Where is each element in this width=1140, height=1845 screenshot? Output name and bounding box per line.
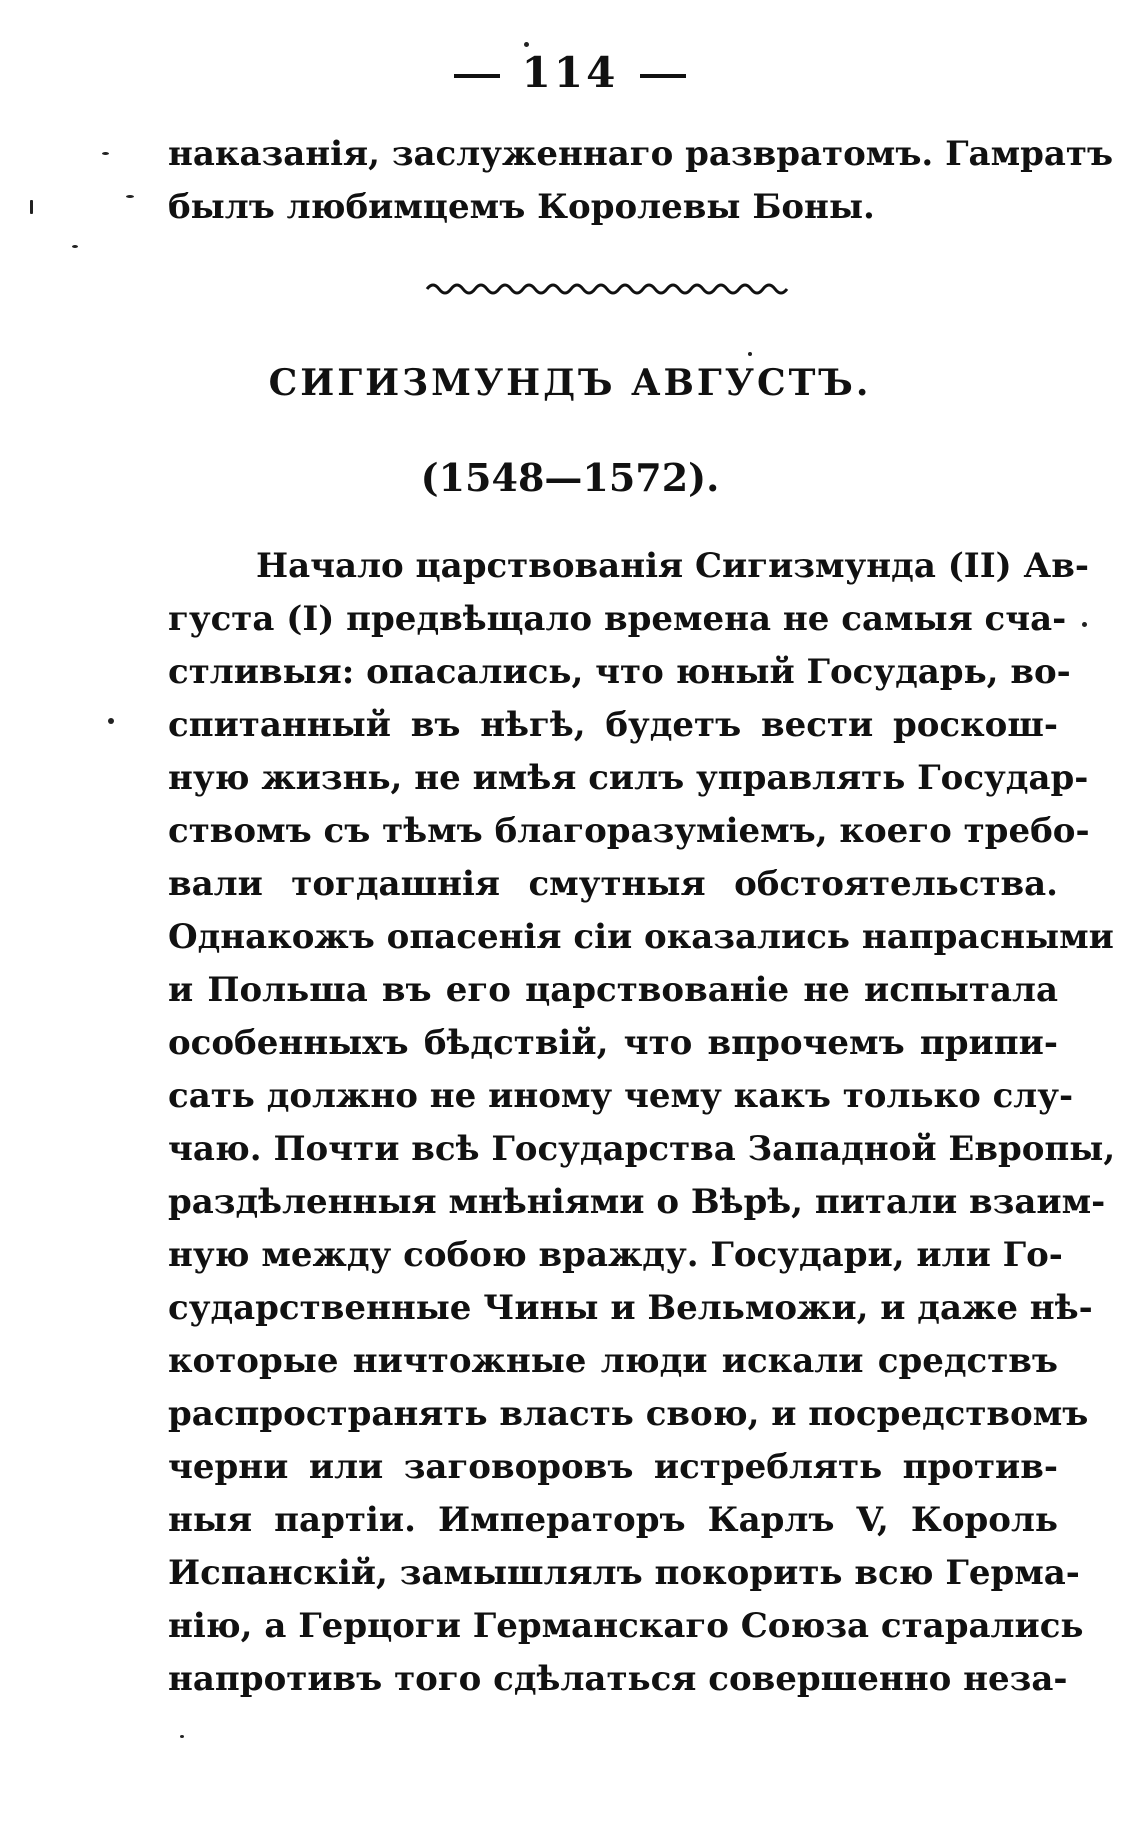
- scan-speck: [748, 352, 752, 356]
- text-line: и Польша въ его царствованіе не испытала: [168, 970, 1058, 1010]
- previous-section-ending: [168, 128, 1114, 234]
- scan-speck: [180, 1735, 184, 1738]
- text-line: ствомъ съ тѣмъ благоразуміемъ, коего требо-: [168, 811, 1090, 851]
- text-line: ную жизнь, не имѣя силъ управлять Государ-: [168, 758, 1089, 798]
- scan-speck: [102, 152, 109, 155]
- text-line: сать должно не иному чему какъ только слу-: [168, 1076, 1074, 1116]
- page-number: 114: [521, 48, 619, 97]
- text-line: вали тогдашнія смутныя обстоятельства.: [168, 864, 1058, 904]
- text-line: которые ничтожные люди искали средствъ: [168, 1341, 1058, 1381]
- text-line: особенныхъ бѣдствій, что впрочемъ припи-: [168, 1023, 1058, 1063]
- page-header: [0, 48, 1140, 97]
- text-line: густа (I) предвѣщало времена не самыя сча-: [168, 599, 1067, 639]
- header-dash-right: [640, 74, 686, 78]
- text-line: чаю. Почти всѣ Государства Западной Европы,: [168, 1129, 1116, 1169]
- section-divider-ornament: [425, 277, 797, 297]
- section-title: СИГИЗМУНДЪ АВГУСТЪ.: [268, 362, 872, 404]
- text-line: наказанія, заслуженнаго развратомъ. Гамратъ: [168, 134, 1114, 174]
- text-line: стливыя: опасались, что юный Государь, во-: [168, 652, 1071, 692]
- scan-speck: [524, 42, 529, 47]
- text-line: напротивъ того сдѣлаться совершенно неза-: [168, 1659, 1068, 1699]
- header-dash-left: [454, 74, 500, 78]
- scan-speck: [1082, 622, 1087, 627]
- text-line: спитанный въ нѣгѣ, будетъ вести роскош-: [168, 705, 1058, 745]
- section-years: (1548—1572).: [420, 455, 720, 500]
- text-line: былъ любимцемъ Королевы Боны.: [168, 187, 875, 227]
- text-line: ную между собою вражду. Государи, или Го-: [168, 1235, 1063, 1275]
- scan-speck: [72, 245, 78, 248]
- scan-speck: [30, 200, 33, 214]
- text-line: черни или заговоровъ истреблять против-: [168, 1447, 1058, 1487]
- text-line: Начало царствованія Сигизмунда (II) Ав-: [256, 546, 1089, 586]
- text-line: Однакожъ опасенія сіи оказались напрасными: [168, 917, 1114, 957]
- text-line: распространять власть свою, и посредствомъ: [168, 1394, 1089, 1434]
- text-line: раздѣленныя мнѣніями о Вѣрѣ, питали взаим-: [168, 1182, 1106, 1222]
- text-line: сударственные Чины и Вельможи, и даже нѣ-: [168, 1288, 1093, 1328]
- text-line: нію, а Герцоги Германскаго Союза старались: [168, 1606, 1084, 1646]
- scan-speck: [108, 718, 114, 724]
- scan-speck: [126, 195, 134, 198]
- section-body: [168, 540, 1116, 1706]
- text-line: Испанскій, замышлялъ покорить всю Герма-: [168, 1553, 1080, 1593]
- text-line: ныя партіи. Императоръ Карлъ V, Король: [168, 1500, 1058, 1540]
